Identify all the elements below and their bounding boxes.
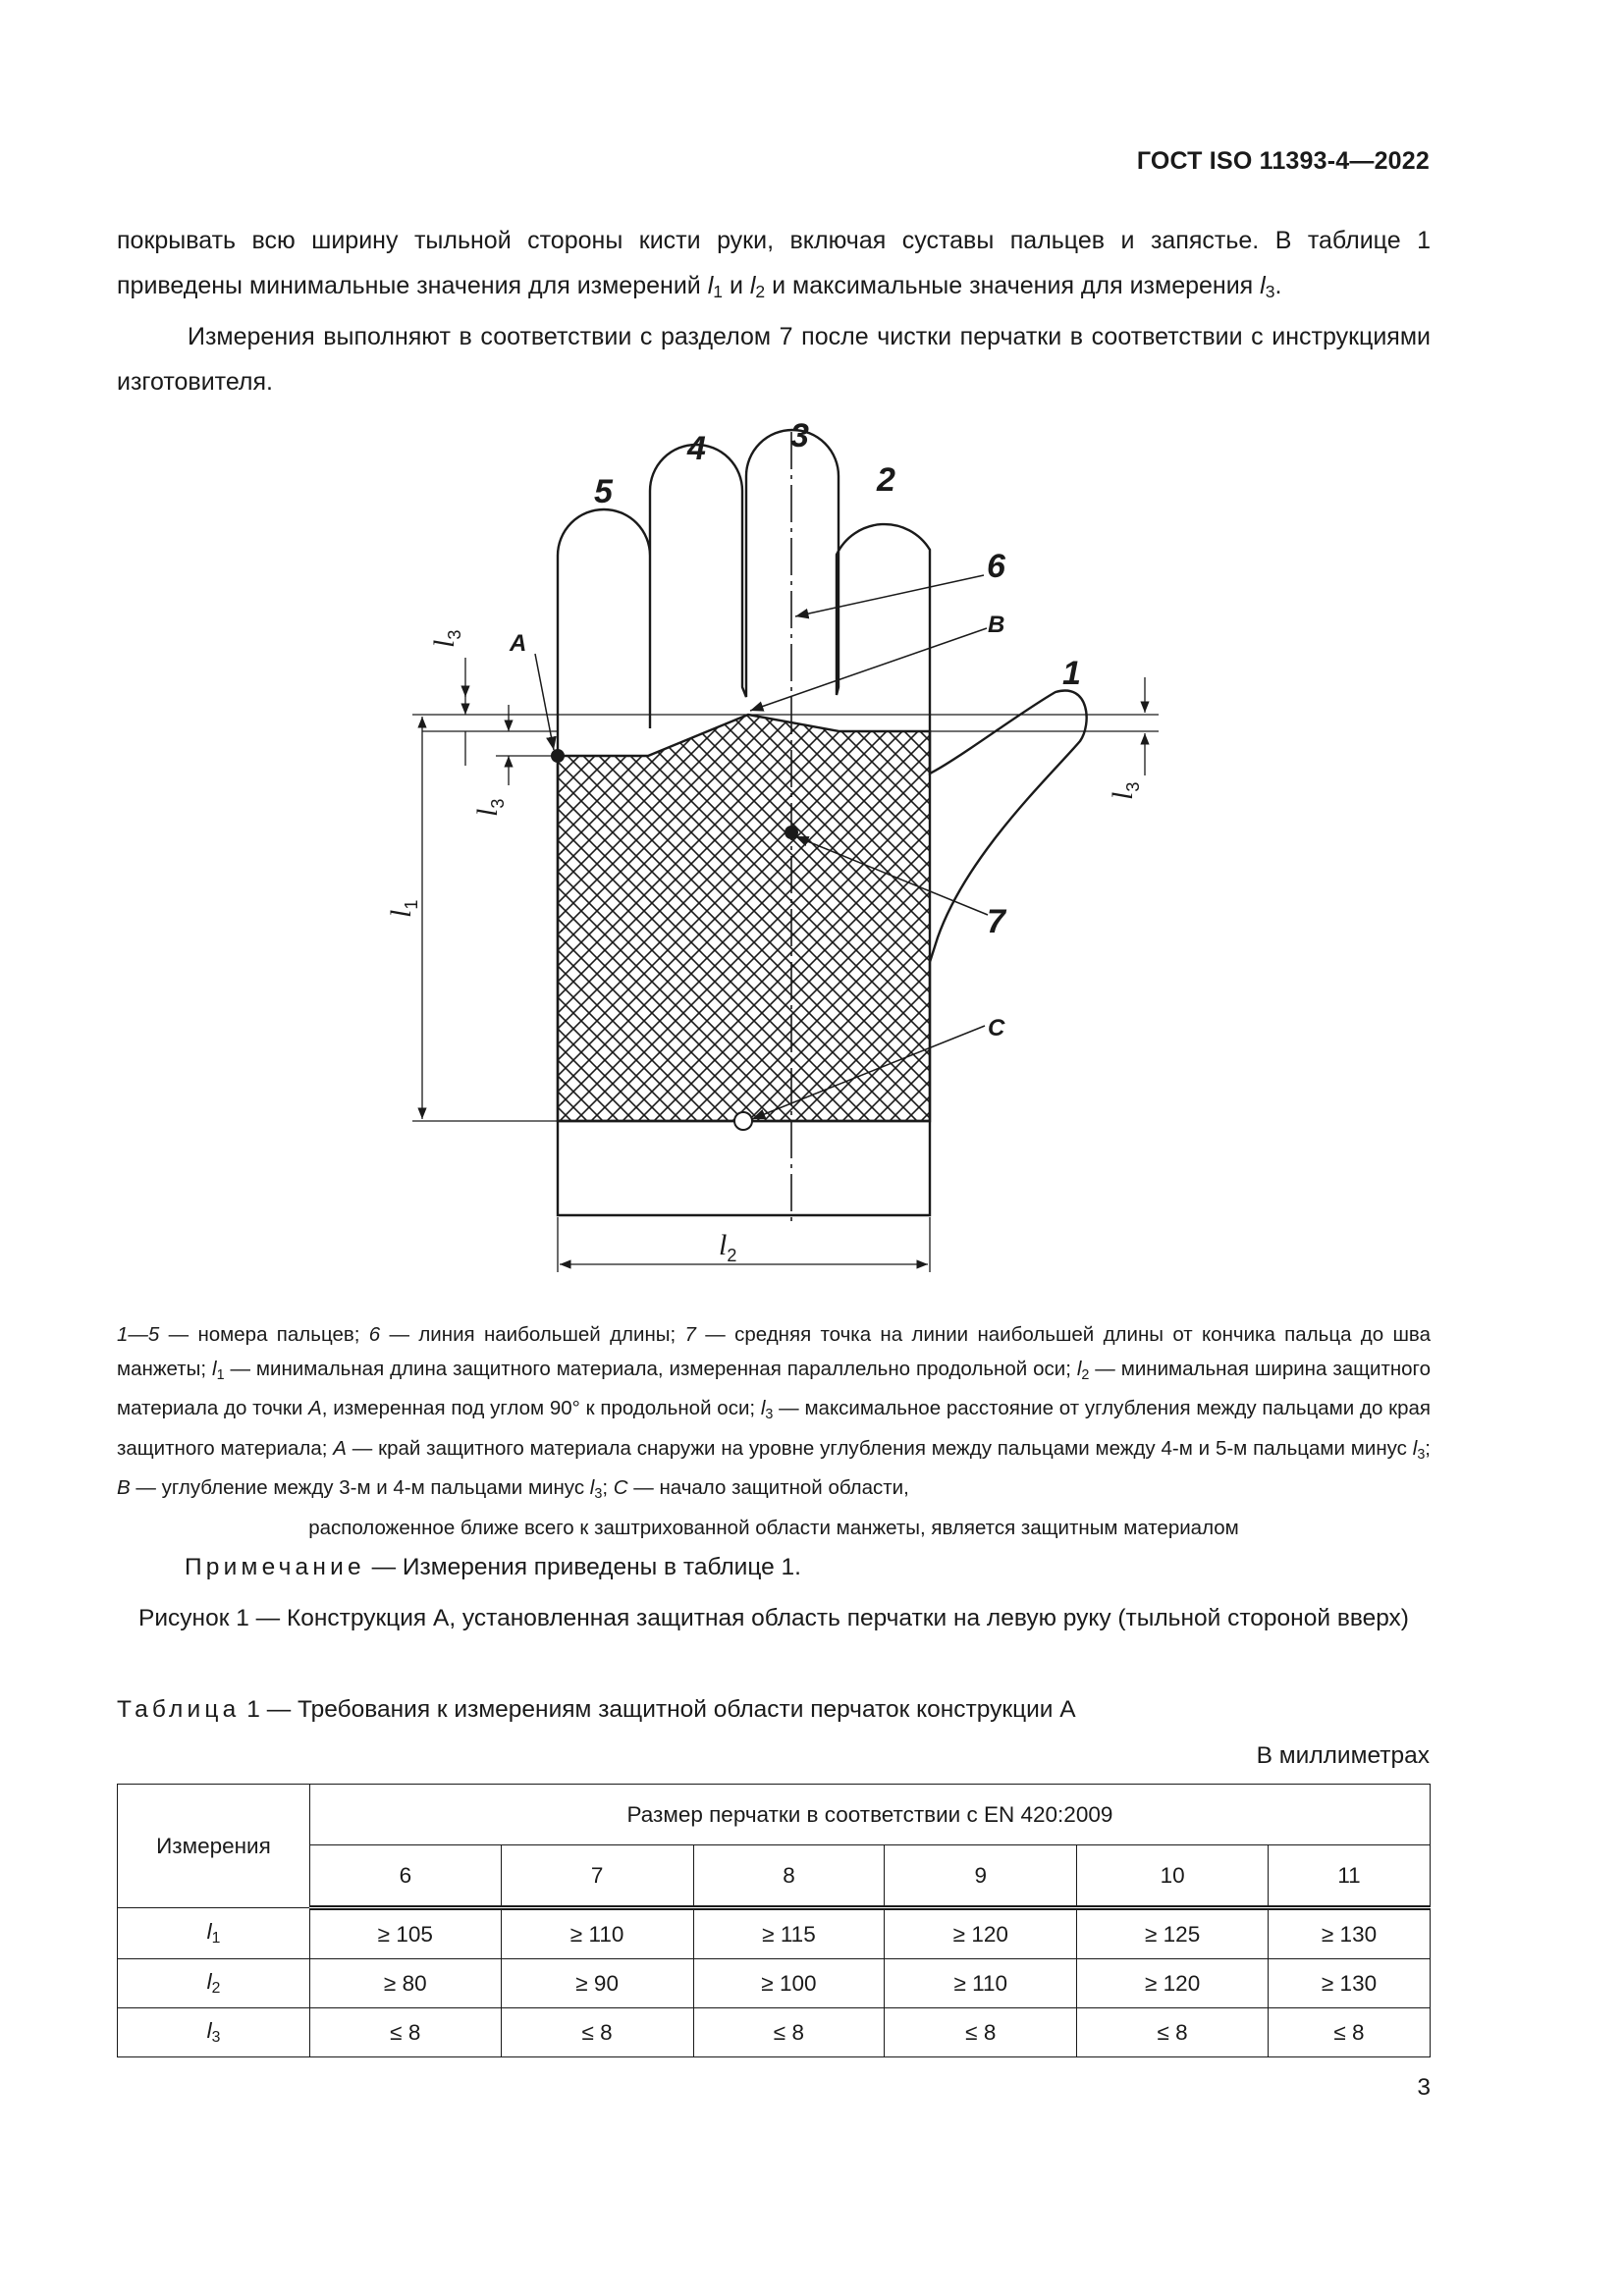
size-9: 9 (885, 1845, 1077, 1908)
dim-l3-left-label: $l_3$ (428, 629, 464, 648)
figure-note: Примечание — Измерения приведены в таблице 1. (185, 1554, 801, 1580)
table-cell: ≥ 130 (1269, 1959, 1431, 2008)
table-cell: ≤ 8 (1077, 2008, 1269, 2057)
label-A: A (510, 630, 527, 657)
dim-l1-label: $l_1$ (385, 899, 421, 918)
table-cell: ≤ 8 (1269, 2008, 1431, 2057)
size-6: 6 (309, 1845, 501, 1908)
table-cell: ≥ 105 (309, 1908, 501, 1959)
table-cell: ≥ 100 (693, 1959, 885, 2008)
dim-l3-mid-label: $l_3$ (471, 798, 508, 817)
finger-3-label: 3 (790, 417, 809, 454)
table-row (118, 2008, 1431, 2057)
size-8: 8 (693, 1845, 885, 1908)
table-cell: ≥ 90 (501, 1959, 693, 2008)
label-C: C (988, 1015, 1005, 1041)
table-cell: ≥ 80 (309, 1959, 501, 2008)
size-11: 11 (1269, 1845, 1431, 1908)
table-caption: Таблица 1 — Требования к измерениям защитной области перчаток конструкции А (117, 1696, 1076, 1723)
finger-1-label: 1 (1062, 655, 1081, 692)
finger-5-label: 5 (594, 473, 613, 510)
row-symbol: $l_1$ (118, 1908, 310, 1959)
intro-paragraph-2: Измерения выполняют в соответствии с разделом 7 после чистки перчатки в соответствии с инструкциями изготовителя. (117, 323, 1431, 396)
table-cell: ≥ 110 (501, 1908, 693, 1959)
intro-paragraph-1: покрывать всю ширину тыльной стороны кисти руки, включая суставы пальцев и запястье. В таблице 1 приведены минимальные значения для измерений $l_1$ и $l_2$ и максимальные значения для измерения $l_3$. (117, 227, 1431, 301)
glove-diagram (373, 412, 1159, 1296)
size-7: 7 (501, 1845, 693, 1908)
point-A (551, 749, 565, 763)
figure-legend: 1—5 — номера пальцев; 6 — линия наибольшей длины; 7 — средняя точка на линии наибольшей длины от кончика пальца до шва манжеты; $l_1$ — минимальная длина защитного материала, измеренная параллельно продольной оси; $l_2$ — минимальная ширина защитного материала до точки A, измеренная под углом 90° к продольной оси; $l_3$ — максимальное расстояние от углубления между пальцами до края защитного материала; A — край защитного материала снаружи на уровне углубления между пальцами между 4-м и 5-м пальцами минус $l_3$; B — углубление между 3-м и 4-м пальцами минус $l_3$; C — начало защитной области, расположенное ближе всего к заштрихованной области манжеты, является защитным материалом (117, 1318, 1431, 1545)
dim-l3-right-label: $l_3$ (1107, 781, 1143, 800)
table-cell: ≥ 110 (885, 1959, 1077, 2008)
finger-4-label: 4 (687, 430, 706, 467)
col-header-measurements: Измерения (118, 1785, 310, 1908)
table-row (118, 1908, 1431, 1959)
point-C (734, 1112, 752, 1130)
requirements-table (117, 1784, 1431, 2057)
table-cell: ≤ 8 (693, 2008, 885, 2057)
table-row (118, 1959, 1431, 2008)
table-cell: ≥ 120 (1077, 1959, 1269, 2008)
table-cell: ≥ 125 (1077, 1908, 1269, 1959)
finger-2-label: 2 (877, 461, 895, 499)
point-7 (785, 826, 798, 839)
row-symbol: $l_3$ (118, 2008, 310, 2057)
dim-l2-label: $l_2$ (719, 1229, 737, 1265)
table-cell: ≤ 8 (501, 2008, 693, 2057)
size-header-row (118, 1845, 1431, 1908)
size-10: 10 (1077, 1845, 1269, 1908)
protective-area (558, 715, 930, 1121)
label-B: B (988, 612, 1005, 638)
label-6: 6 (987, 548, 1005, 585)
intro-text (117, 218, 1431, 404)
col-header-glove-size: Размер перчатки в соответствии с EN 420:2009 (309, 1785, 1430, 1845)
label-7: 7 (987, 903, 1005, 940)
row-symbol: $l_2$ (118, 1959, 310, 2008)
table-cell: ≥ 120 (885, 1908, 1077, 1959)
table-units: В миллиметрах (1256, 1742, 1430, 1769)
page-number: 3 (1417, 2074, 1431, 2101)
table-cell: ≤ 8 (885, 2008, 1077, 2057)
document-id-header: ГОСТ ISO 11393-4—2022 (1136, 147, 1430, 175)
table-cell: ≥ 115 (693, 1908, 885, 1959)
figure-caption: Рисунок 1 — Конструкция А, установленная защитная область перчатки на левую руку (тыльной стороной вверх) (138, 1605, 1409, 1631)
table-cell: ≤ 8 (309, 2008, 501, 2057)
legend-last-line: расположенное ближе всего к заштрихованной области манжеты, является защитным материалом (308, 1516, 1239, 1539)
table-cell: ≥ 130 (1269, 1908, 1431, 1959)
